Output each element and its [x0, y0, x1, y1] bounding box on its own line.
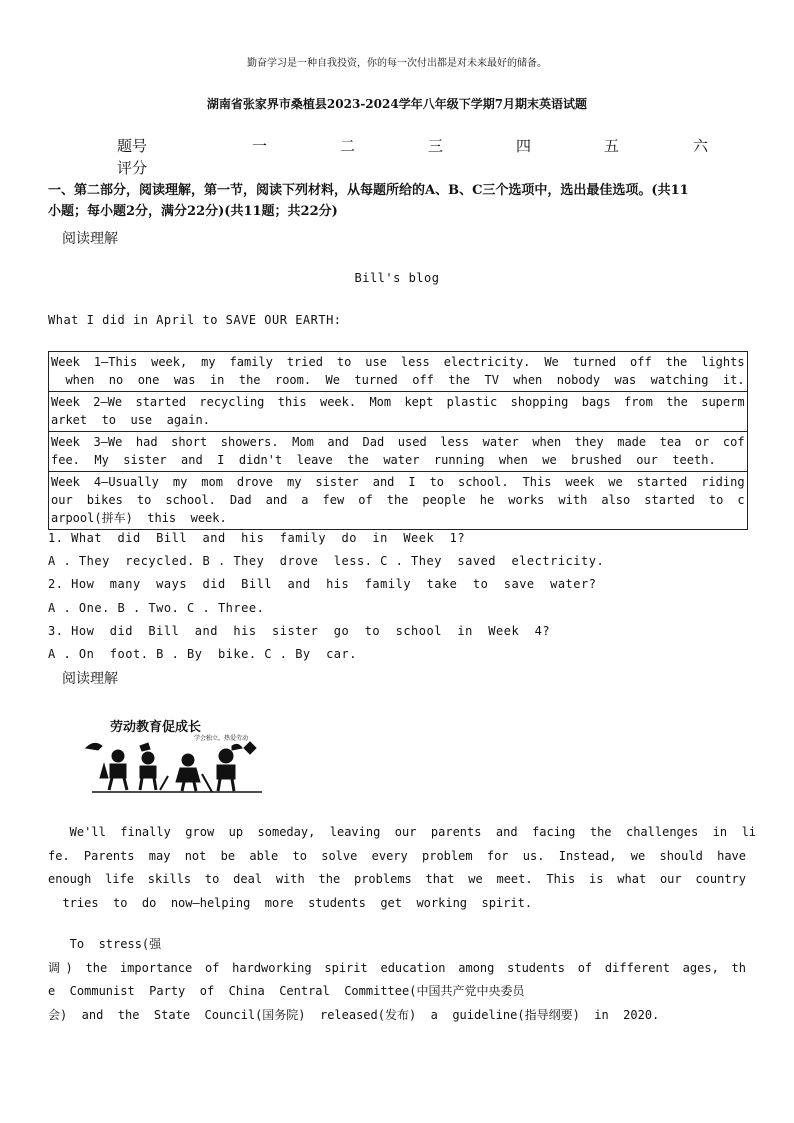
score-row-label: 题号: [117, 137, 148, 155]
para1-line: enough life skills to deal with the problems that we meet. This is what our country: [48, 872, 746, 886]
labor-education-illustration: [82, 712, 264, 794]
people-silhouettes: [82, 712, 264, 794]
blog-table: [48, 351, 748, 530]
table-row: [49, 472, 748, 530]
week1-line2: when no one was in the room. We turned off the TV when nobody was watching it.: [51, 373, 745, 387]
passage2-paragraph1: [48, 821, 757, 915]
reading-label-1: 阅读理解: [62, 231, 118, 247]
section1-heading-line1: 一、第二部分，阅读理解，第一节，阅读下列材料，从每题所给的A、B、C三个选项中，选出最佳选项。(共11: [48, 183, 689, 198]
image-caption: 劳动教育促成长: [110, 720, 202, 735]
para2-line: 会) and the State Council(国务院) released(发布) a guideline(指导纲要) in 2020.: [48, 1007, 660, 1022]
week4-line2: our bikes to school. Dad and a few of the people he works with also started to c: [51, 493, 745, 507]
section1-heading-line2: 小题；每小题2分，满分22分)(共11题；共22分): [48, 204, 338, 219]
para1-line: fe. Parents may not be able to solve every problem for us. Instead, we should have: [48, 848, 746, 863]
table-row: [49, 352, 748, 392]
blog-intro: What I did in April to SAVE OUR EARTH:: [48, 313, 342, 327]
exam-title: 湖南省张家界市桑植县2023-2024学年八年级下学期7月期末英语试题: [206, 97, 588, 111]
passage2-paragraph2: [48, 933, 746, 1027]
para1-line: tries to do now—helping more students get working spirit.: [48, 895, 533, 910]
question-3-options: A . On foot. B . By bike. C . By car.: [48, 647, 357, 661]
section1-heading: [48, 180, 748, 222]
week2-line2: arket to use again.: [51, 413, 210, 427]
para2-line: e Communist Party of China Central Committee(中国共产党中央委员: [48, 984, 525, 998]
week4-line1: Week 4—Usually my mom drove my sister and I to school. This week we started riding: [51, 475, 745, 489]
reading-label-2: 阅读理解: [62, 671, 118, 687]
question-3: 3. How did Bill and his sister go to school in Week 4?: [48, 624, 551, 638]
week3-line2: fee. My sister and I didn't leave the water running when we brushed our teeth.: [51, 453, 716, 467]
para2-line: To stress(强: [48, 937, 162, 951]
blog-title: Bill's blog: [354, 271, 440, 285]
table-row: [49, 432, 748, 472]
score-col-4: 四: [516, 137, 532, 155]
week3-line1: Week 3—We had short showers. Mom and Dad used less water when they made tea or cof: [51, 435, 745, 449]
score-col-2: 二: [340, 137, 356, 155]
question-1: 1. What did Bill and his family do in Week 1?: [48, 531, 466, 545]
question-2: 2. How many ways did Bill and his family take to save water?: [48, 577, 597, 591]
question-1-options: A . They recycled. B . They drove less. C . They saved electricity.: [48, 554, 605, 568]
week4-line3: arpool(拼车) this week.: [51, 511, 227, 525]
week4-cell: [49, 472, 748, 530]
score-col-1: 一: [252, 137, 268, 155]
para1-line: We'll finally grow up someday, leaving our parents and facing the challenges in li: [48, 825, 757, 839]
para2-line: 调) the importance of hardworking spirit education among students of different ages, th: [48, 960, 746, 975]
week2-cell: [49, 392, 748, 432]
week3-cell: [49, 432, 748, 472]
week1-line1: Week 1—This week, my family tried to use less electricity. We turned off the lights: [51, 355, 745, 369]
table-row: [49, 392, 748, 432]
score-row2-label: 评分: [117, 159, 148, 177]
week1-cell: [49, 352, 748, 392]
motto-line: 勤奋学习是一种自我投资，你的每一次付出都是对未来最好的储备。: [247, 58, 547, 69]
score-col-3: 三: [428, 137, 444, 155]
question-2-options: A . One. B . Two. C . Three.: [48, 601, 265, 615]
week2-line1: Week 2—We started recycling this week. Mom kept plastic shopping bags from the superm: [51, 395, 745, 409]
image-subcaption: 学会独立，热爱劳动: [194, 735, 249, 742]
score-col-6: 六: [693, 137, 709, 155]
score-col-5: 五: [604, 137, 620, 155]
